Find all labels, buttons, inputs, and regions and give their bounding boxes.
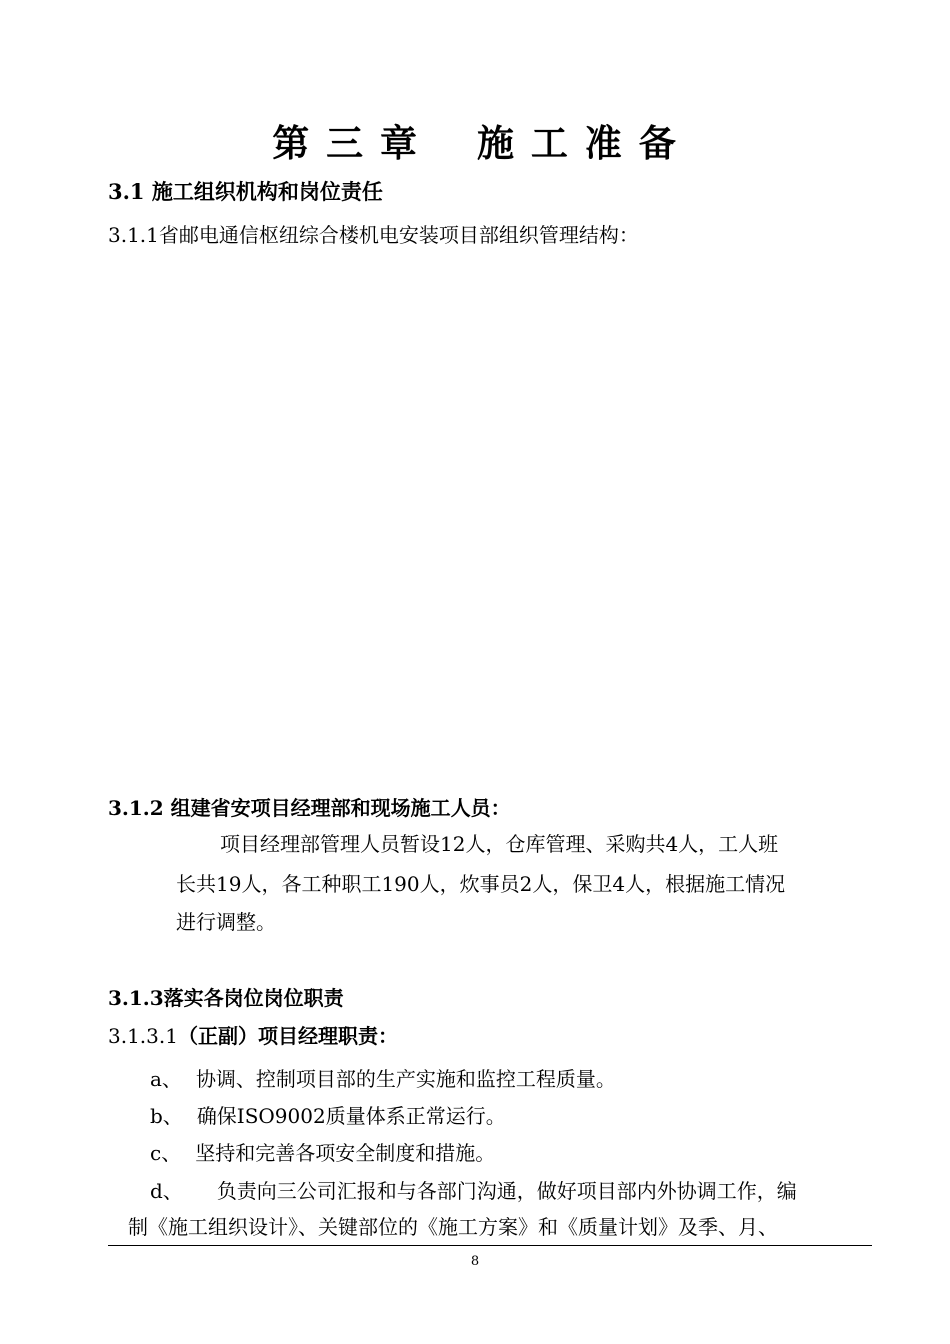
section-3-1-1-text: 3.1.1省邮电通信枢纽综合楼机电安装项目部组织管理结构： bbox=[108, 223, 639, 247]
list-item-d-line1 bbox=[150, 1175, 797, 1204]
page-number: 8 bbox=[470, 1254, 480, 1269]
section-3-1-3-heading: 3.1.3落实各岗位岗位职责 bbox=[108, 986, 344, 1010]
sub-heading-number: 3.1.3.1 bbox=[108, 1024, 178, 1048]
list-item-marker: b、 bbox=[150, 1104, 183, 1128]
section-3-1-2-line2: 长共19人，各工种职工190人，炊事员2人，保卫4人，根据施工情况 bbox=[176, 872, 786, 896]
sub-heading-text: （正副）项目经理职责： bbox=[177, 1024, 398, 1048]
section-3-1-2-heading: 3.1.2 组建省安项目经理部和现场施工人员： bbox=[108, 796, 511, 820]
list-item-d-line2: 制《施工组织设计》、关键部位的《施工方案》和《质量计划》及季、月、 bbox=[128, 1215, 778, 1239]
list-item-marker: a、 bbox=[150, 1067, 182, 1091]
list-item-text: 坚持和完善各项安全制度和措施。 bbox=[195, 1141, 496, 1165]
list-item bbox=[150, 1100, 506, 1129]
footer-divider bbox=[108, 1245, 872, 1246]
list-item bbox=[150, 1137, 495, 1166]
list-item bbox=[150, 1063, 616, 1092]
section-3-1-2-line3: 进行调整。 bbox=[176, 910, 276, 934]
list-item-text: 确保ISO9002质量体系正常运行。 bbox=[196, 1104, 506, 1128]
chapter-title bbox=[0, 113, 950, 167]
section-3-1-3-1-heading bbox=[108, 1020, 398, 1049]
section-3-1-2-line1: 项目经理部管理人员暂设12人，仓库管理、采购共4人，工人班 bbox=[220, 832, 779, 856]
list-item-text: 协调、控制项目部的生产实施和监控工程质量。 bbox=[195, 1067, 616, 1091]
list-item-marker: d、 bbox=[150, 1179, 183, 1203]
chapter-title-right: 施 工 准 备 bbox=[477, 121, 678, 165]
section-3-1-heading: 3.1 施工组织机构和岗位责任 bbox=[108, 179, 383, 204]
list-item-text: 负责向三公司汇报和与各部门沟通，做好项目部内外协调工作，编 bbox=[216, 1179, 797, 1203]
list-item-marker: c、 bbox=[150, 1141, 182, 1165]
chapter-title-left: 第 三 章 bbox=[272, 121, 420, 165]
